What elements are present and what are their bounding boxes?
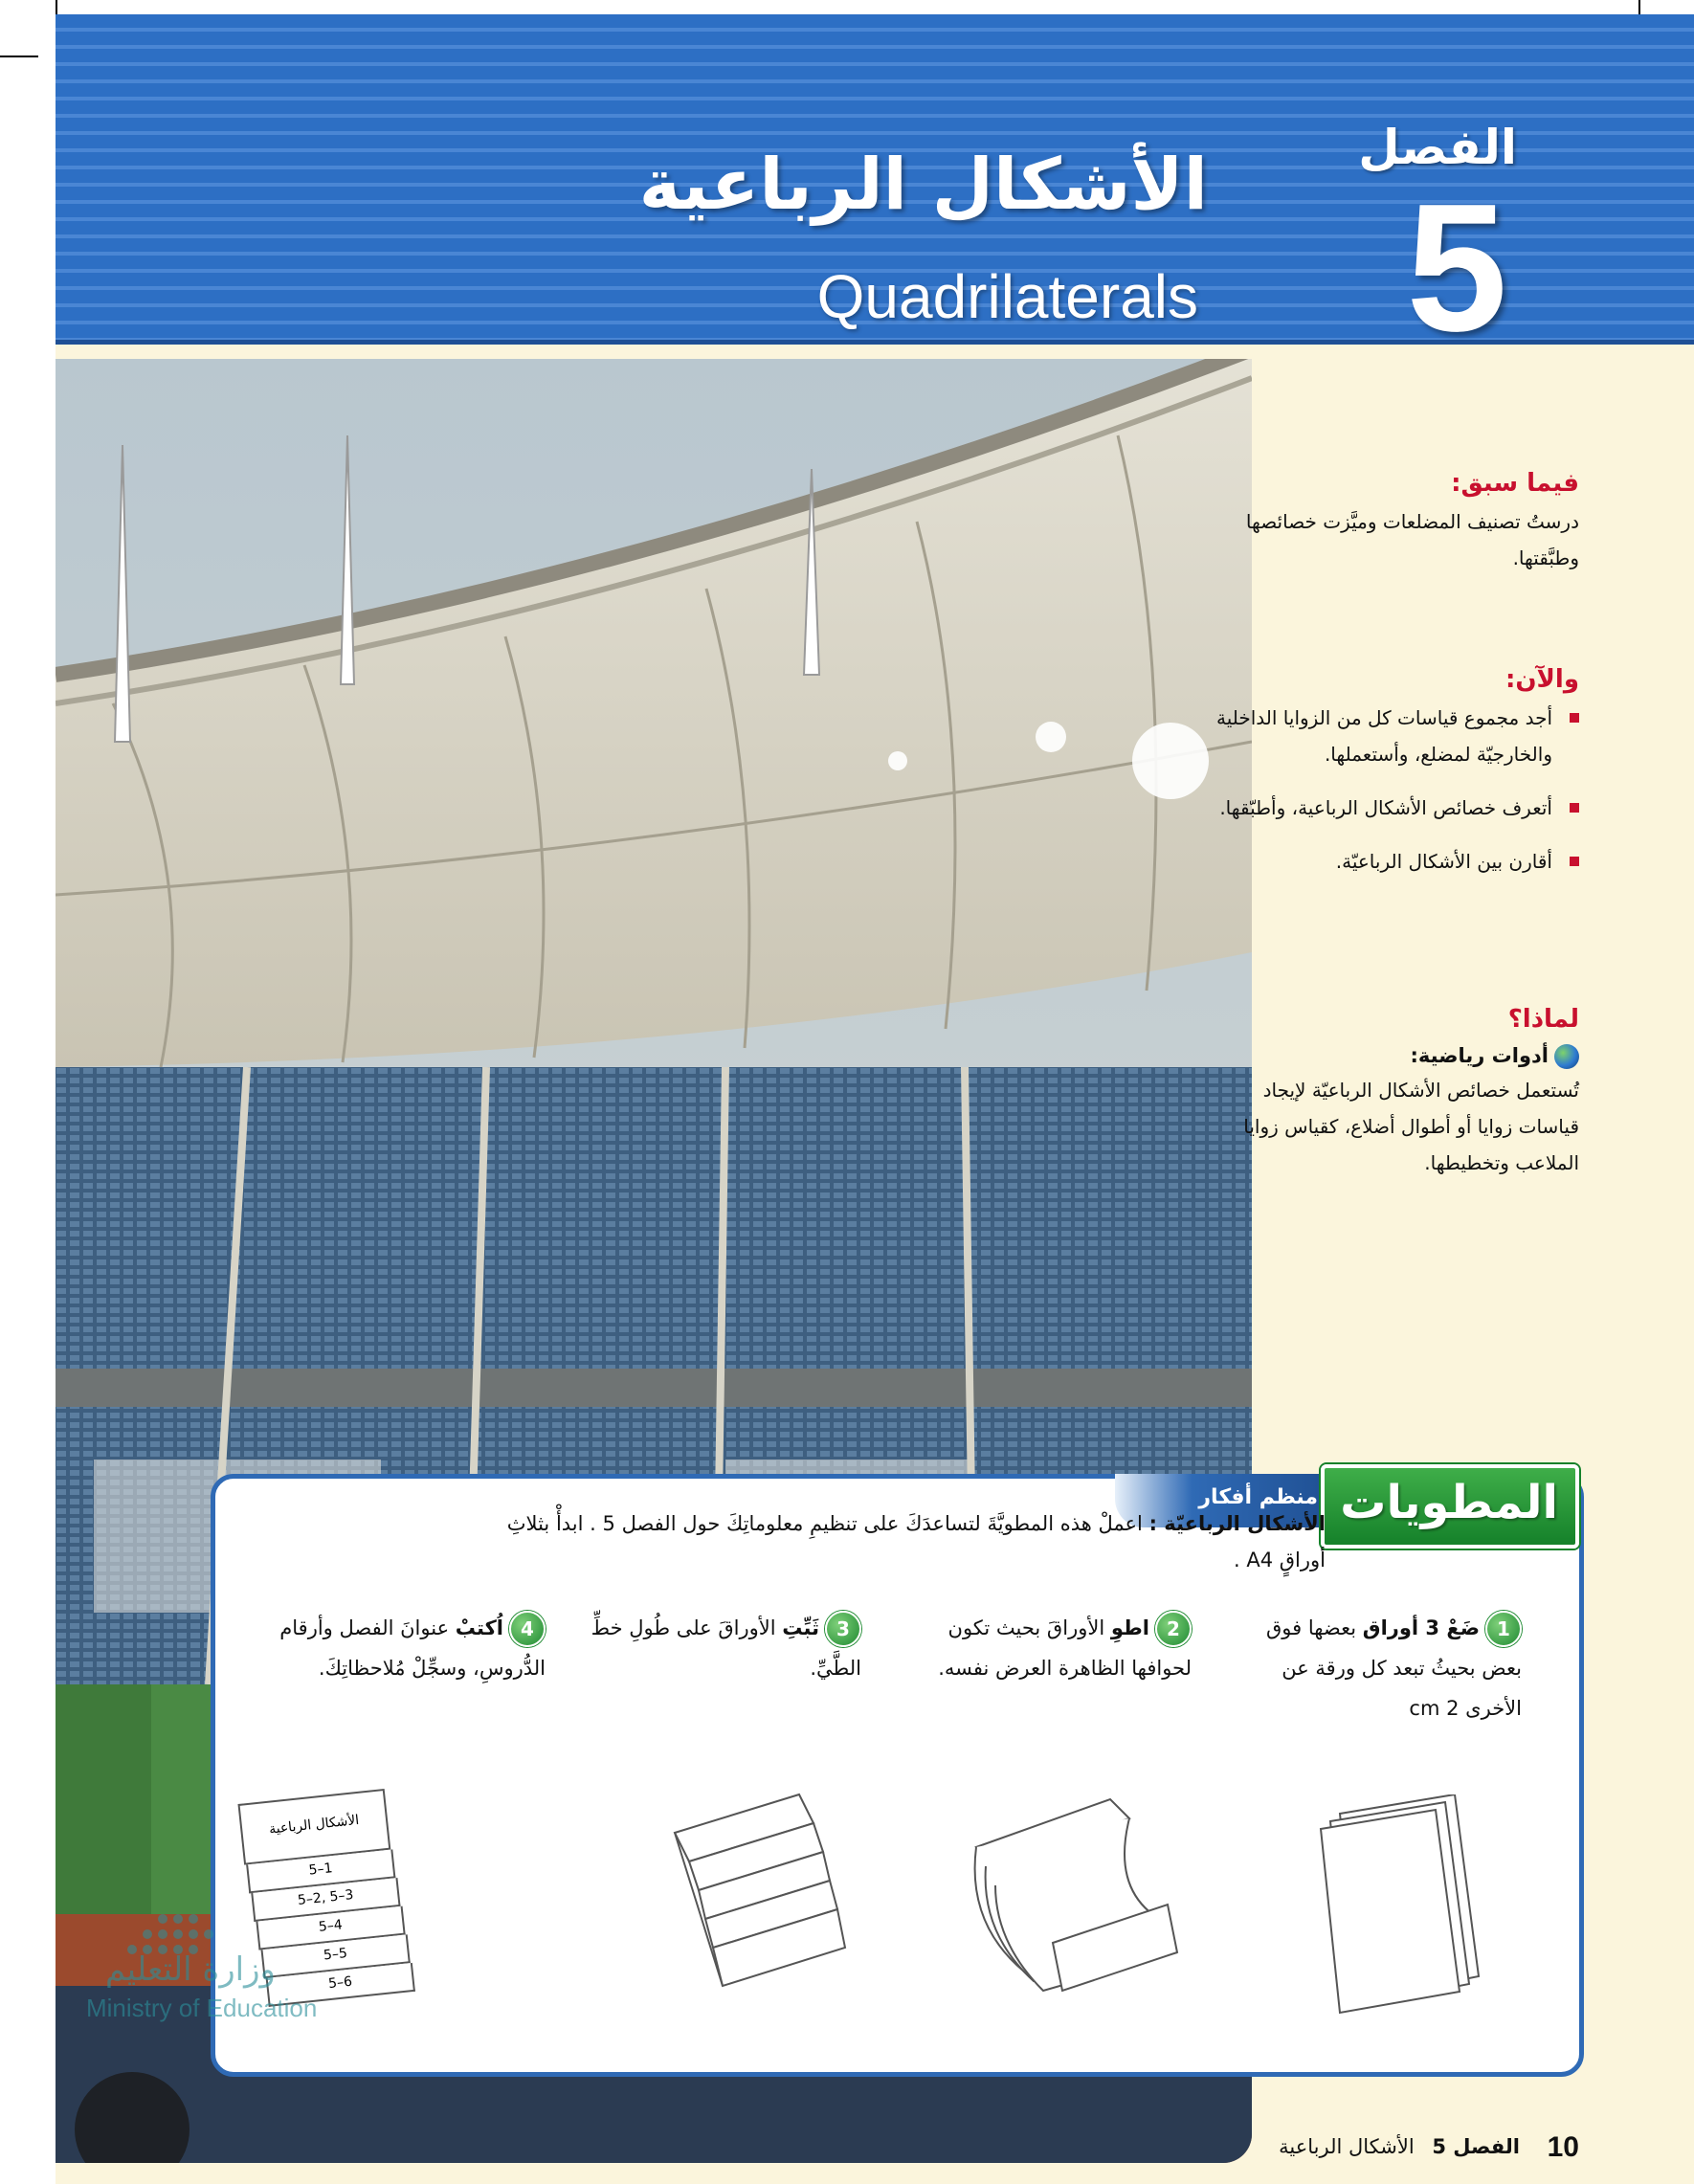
watermark-arabic: وزارة التعليم — [105, 1950, 276, 1989]
chapter-title-arabic: الأشكال الرباعية — [638, 144, 1208, 226]
footer-chapter: الفصل 5 — [1432, 2135, 1520, 2158]
chapter-number: 5 — [1406, 167, 1507, 369]
bullet-icon — [1570, 857, 1579, 866]
folded-sheets-illustration — [967, 1790, 1187, 2010]
step-number: 4 — [509, 1611, 546, 1647]
step-text: عنوانَ الفصل وأرقام الدُّروسِ، وسجِّلْ مُلاحظاتِكَ. — [279, 1616, 546, 1680]
step-1 — [1244, 1608, 1522, 1728]
bullet-icon — [1570, 713, 1579, 723]
step-verb: اُكتبْ — [455, 1616, 503, 1639]
step-3 — [584, 1608, 861, 1688]
objective-item — [1196, 790, 1579, 826]
foldables-intro-text: اعملْ هذه المطويَّةَ لتساعدَكَ على تنظيمِ معلوماتِكَ حول الفصل 5 . ابدأْ بثلاثِ أوراقٍ A4 . — [506, 1512, 1326, 1571]
objective-text: أجد مجموع قياسات كل من الزوايا الداخلية والخارجيّة لمضلع، وأستعملها. — [1216, 706, 1552, 766]
globe-icon — [1554, 1044, 1579, 1069]
page-footer — [1279, 2131, 1579, 2164]
booklet-title: الأشكال الرباعية — [237, 1789, 390, 1865]
step-text: الأوراقَ على طُولِ خطِّ الطَّيِّ. — [591, 1616, 861, 1680]
why-text: تُستعمل خصائص الأشكال الرباعيّة لإيجاد قياسات زوايا أو أطوال أضلاع، كقياس زوايا الملاعب وتخطيطها. — [1243, 1079, 1579, 1174]
step-number: 2 — [1155, 1611, 1192, 1647]
step-verb: ثَبِّتِ — [782, 1616, 819, 1639]
objectives-heading: والآن: — [1505, 665, 1579, 694]
objective-item — [1196, 843, 1579, 880]
watermark-english: Ministry of Education — [86, 1994, 318, 2022]
page-number: 10 — [1547, 2131, 1579, 2163]
step-2 — [914, 1608, 1192, 1688]
chapter-title-english: Quadrilaterals — [816, 262, 1198, 331]
step-text: بعضها فوق بعض بحيثُ تبعد كل ورقة عن الأخرى 2 cm — [1266, 1616, 1522, 1720]
objectives-section — [1196, 665, 1579, 897]
foldables-box — [211, 1474, 1584, 2077]
foldables-intro — [483, 1505, 1326, 1578]
step-verb: اطوِ — [1110, 1616, 1149, 1639]
crop-mark — [0, 56, 38, 57]
step-text: الأوراقَ بحيث تكون لحوافها الظاهرة العرض نفسه. — [938, 1616, 1192, 1680]
math-tools-label — [1196, 1039, 1579, 1072]
booklet-tab: 5–5 — [261, 1934, 411, 1978]
math-tools-text: أدوات رياضية: — [1410, 1044, 1549, 1067]
step-number: 3 — [825, 1611, 861, 1647]
step-number: 1 — [1485, 1611, 1522, 1647]
bullet-icon — [1570, 803, 1579, 813]
chapter-header — [56, 14, 1694, 369]
previous-learning-section — [1196, 469, 1579, 576]
chapter-label: الفصل — [1358, 120, 1517, 175]
step-4 — [268, 1608, 546, 1688]
step-verb: ضَعْ 3 أوراق — [1362, 1616, 1480, 1639]
objective-text: أقارن بين الأشكال الرباعيّة. — [1335, 850, 1552, 873]
previous-learning-heading: فيما سبق: — [1451, 469, 1579, 498]
booklet-tab: 5–2, 5–3 — [251, 1878, 400, 1922]
foldables-logo-text: المطويات — [1340, 1476, 1558, 1529]
booklet-tab: 5–6 — [266, 1963, 415, 2007]
why-section — [1196, 1005, 1579, 1181]
stapled-tabs-illustration — [665, 1785, 857, 2005]
objective-item — [1196, 700, 1579, 772]
organizer-tab-label: منظم أفكار — [1198, 1485, 1318, 1509]
booklet-tab: 5–1 — [246, 1849, 395, 1893]
why-heading: لماذا؟ — [1507, 1005, 1579, 1034]
foldables-logo — [1321, 1464, 1579, 1549]
objective-text: أتعرف خصائص الأشكال الرباعية، وأطبّقها. — [1219, 796, 1552, 819]
booklet-tab: 5–4 — [256, 1906, 405, 1950]
footer-chapter-title: الأشكال الرباعية — [1279, 2135, 1415, 2158]
previous-learning-text: درستُ تصنيف المضلعات وميَّزت خصائصها وطبَّقتها. — [1245, 510, 1579, 569]
foldables-intro-title: الأشكال الرباعيّة : — [1148, 1512, 1326, 1535]
stacked-sheets-illustration — [1311, 1794, 1483, 2015]
objectives-list — [1196, 700, 1579, 880]
